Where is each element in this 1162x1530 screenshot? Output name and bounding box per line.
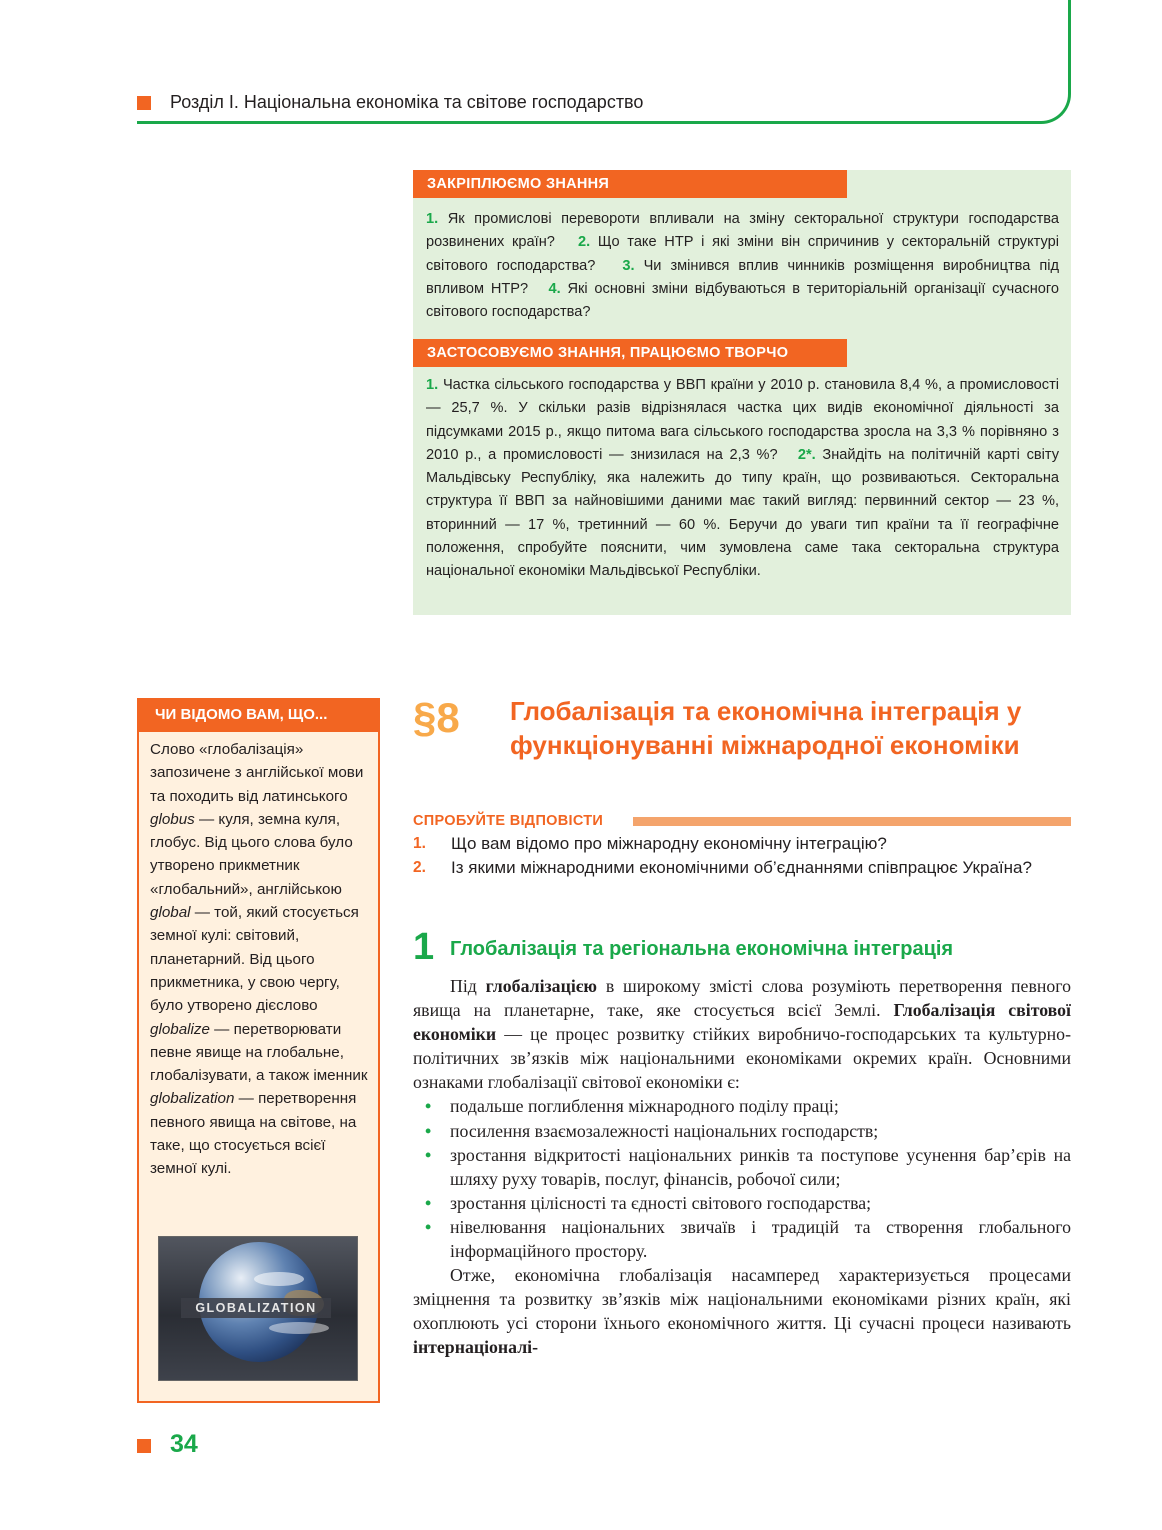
warmup-question-num: 2. <box>413 859 426 876</box>
consolidate-heading: ЗАКРІПЛЮЄМО ЗНАННЯ <box>413 170 847 198</box>
chapter-title: Розділ І. Національна економіка та світове господарство <box>170 92 644 112</box>
list-item-text: нівелювання національних звичаїв і традицій та створення глобального інформаційного простору. <box>450 1216 1071 1262</box>
try-answer-rule <box>633 817 1071 826</box>
bullet-icon: • <box>425 1144 432 1165</box>
globalization-features-list <box>413 1094 1071 1263</box>
globalization-label: GLOBALIZATION <box>181 1298 331 1318</box>
warmup-question <box>413 857 1071 880</box>
sidebar-term: globus <box>150 810 195 828</box>
globalization-image <box>158 1236 358 1381</box>
sidebar-term: globalization <box>150 1090 235 1108</box>
page-number: 34 <box>170 1430 198 1458</box>
body-text-part: Під <box>450 976 486 996</box>
sidebar-text-part: — перетворювати певне явище на глобальне, глобалізувати, а також іменник <box>150 1020 368 1085</box>
task-text: Частка сільського господарства у ВВП країни у 2010 р. становила 8,4 %, а промисловості — 25,7 %. У скільки разів відрізнялася частка цих видів економічної діяльності за підсумками 2015 р., якщо питома вага сільського господарства зросла на 3,3 % порівняно з 2010 р., а промисловості — знизилася на 2,3 %? <box>426 377 1059 463</box>
bullet-icon: • <box>425 1192 432 1213</box>
sidebar-text-part: — той, який стосується земної кулі: світовий, планетарний. Від цього прикметника, у свою чергу, було утворено дієслово <box>150 904 359 1015</box>
did-you-know-text <box>150 738 370 1181</box>
section-sign: §8 <box>413 694 460 741</box>
sidebar-text-part: Слово «глобалізація» запозичене з англійської мови та походить від латинського <box>150 741 364 805</box>
body-term: глобалізацією <box>485 976 598 996</box>
sidebar-text-part: — перетворення певного явища на світове, на таке, що стосується всієї земної кулі. <box>150 1090 357 1178</box>
header-marker <box>137 96 151 110</box>
body-term: Глобалізація світової економіки <box>413 1000 1071 1045</box>
subsection-title: Глобалізація та регіональна економічна інтеграція <box>450 938 954 960</box>
list-item <box>413 1215 1071 1263</box>
body-term: інтернаціоналі- <box>413 1337 539 1358</box>
list-item-text: зростання цілісності та єдності світового господарства; <box>450 1192 872 1213</box>
body-paragraph <box>413 974 1071 1094</box>
warmup-question <box>413 833 1071 856</box>
warmup-question-num: 1. <box>413 835 426 852</box>
body-text <box>413 974 1071 1360</box>
list-item <box>413 1119 1071 1143</box>
did-you-know-heading: ЧИ ВІДОМО ВАМ, ЩО... <box>137 698 380 732</box>
try-answer-heading: СПРОБУЙТЕ ВІДПОВІСТИ <box>413 813 604 829</box>
globe-cloud <box>254 1272 304 1286</box>
body-text-part: в широкому змісті слова розуміють перетворення певного явища на планетарне, таке, яке стосується всієї Землі. <box>413 976 1071 1021</box>
apply-heading: ЗАСТОСОВУЄМО ЗНАННЯ, ПРАЦЮЄМО ТВОРЧО <box>413 339 847 367</box>
bullet-icon: • <box>425 1216 432 1237</box>
q-num: 4. <box>548 280 561 297</box>
list-item <box>413 1143 1071 1191</box>
q-num: 2. <box>577 234 591 251</box>
subsection-number: 1 <box>413 926 435 968</box>
q-num: 1. <box>426 211 439 227</box>
globe-cloud <box>269 1322 329 1334</box>
warmup-question-text: Із якими міжнародними економічними об’єднаннями співпрацює Україна? <box>451 858 1032 877</box>
bullet-icon: • <box>425 1120 432 1141</box>
warmup-question-text: Що вам відомо про міжнародну економічну інтеграцію? <box>451 834 887 853</box>
sidebar-term: globalize <box>150 1020 210 1038</box>
list-item <box>413 1094 1071 1118</box>
section-title: Глобалізація та економічна інтеграція у функціонуванні міжнародної економіки <box>510 696 1022 760</box>
apply-tasks <box>426 374 1059 584</box>
bullet-icon: • <box>425 1096 432 1117</box>
list-item <box>413 1191 1071 1215</box>
list-item-text: зростання відкритості національних ринків та поступове усунення бар’єрів на шляху руху товарів, послуг, фінансів, робочої сили; <box>450 1144 1071 1189</box>
list-item-text: посилення взаємозалежності національних господарств; <box>450 1120 879 1141</box>
sidebar-text-part: — куля, земна куля, глобус. Від цього слова було утворено прикметник «глобальний», англійською <box>150 810 353 898</box>
body-text-part: — це процес розвитку стійких виробничо-господарських та культурно-політичних зв’язків між національними економіками окремих країн. Основними ознаками глобалізації світової економіки є: <box>413 1024 1071 1093</box>
list-item-text: подальше поглиблення міжнародного поділу праці; <box>450 1096 839 1117</box>
task-text: Знайдіть на політичній карті світу Мальдівську Республіку, яка належить до типу країн, що розвиваються. Секторальна структура її ВВП за найновішими даними має такий вигляд: первинний сектор — 23 %, вторинний — 17 %, третинний — 60 %. Беручи до уваги тип країни та її географічне положення, спробуйте пояснити, чим зумовлена саме така секторальна структура національної економіки Мальдівської Республіки. <box>426 446 1060 580</box>
q-text: Як промислові перевороти впливали на зміну секторальної структури господарства розвинених країн? <box>426 211 1059 251</box>
body-text-part: Отже, економічна глобалізація насамперед характеризується процесами зміцнення та розвитку зв’язків між національними економіками різних країн, які охоплюють усі сторони їхнього економічного життя. Ці сучасні процеси називають <box>413 1265 1071 1334</box>
consolidate-questions <box>426 208 1059 324</box>
task-num: 2*. <box>797 446 816 463</box>
q-text: Які основні зміни відбуваються в територіальній організації сучасного світового господарства? <box>426 280 1059 321</box>
sidebar-term: global <box>150 904 191 922</box>
footer-marker <box>137 1439 151 1453</box>
q-num: 3. <box>622 257 635 274</box>
body-paragraph <box>413 1263 1071 1359</box>
q-text: Чи змінився вплив чинників розміщення виробництва під впливом НТР? <box>426 257 1059 297</box>
q-text: Що таке НТР і які зміни він спричинив у секторальній структурі світового господарства? <box>426 234 1059 274</box>
task-num: 1. <box>426 377 439 393</box>
